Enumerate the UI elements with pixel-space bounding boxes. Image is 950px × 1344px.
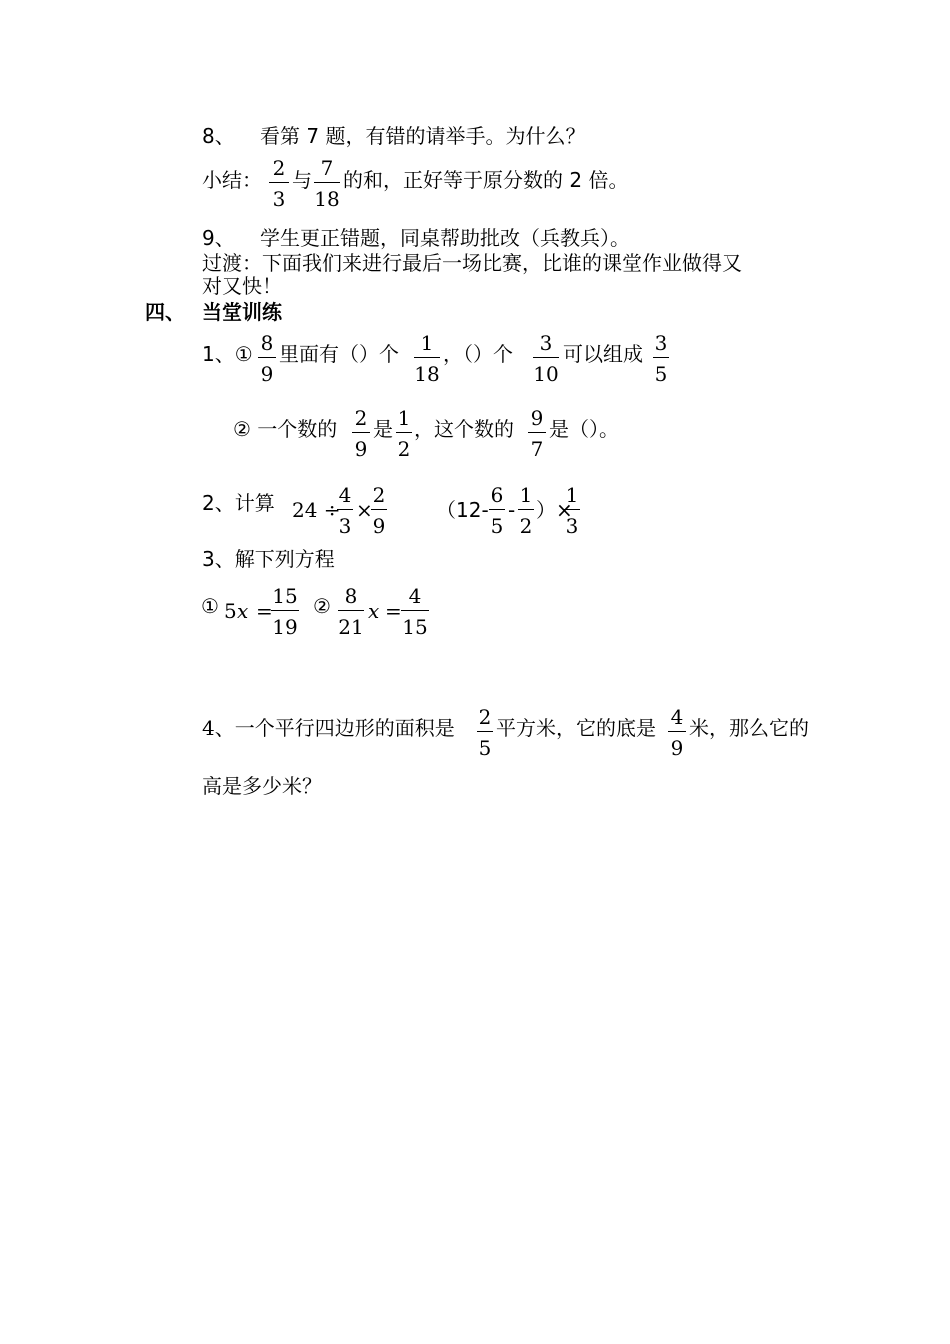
numerator: 6 bbox=[490, 483, 504, 507]
denominator: 21 bbox=[338, 615, 364, 639]
q1a-fraction-2 bbox=[413, 331, 441, 386]
numerator: 3 bbox=[539, 331, 553, 355]
q3-label: 3、解下列方程 bbox=[202, 547, 335, 571]
numerator: 3 bbox=[654, 331, 668, 355]
denominator: 18 bbox=[314, 187, 340, 211]
denominator: 10 bbox=[533, 362, 559, 386]
denominator: 5 bbox=[490, 514, 504, 538]
denominator: 3 bbox=[338, 514, 352, 538]
numerator: 2 bbox=[354, 406, 368, 430]
denominator: 18 bbox=[414, 362, 440, 386]
q4-text-2: 平方米，它的底是 bbox=[496, 716, 656, 740]
numerator: 7 bbox=[320, 156, 334, 180]
q2-expr2-fraction-2 bbox=[517, 483, 535, 538]
q1a-text-3: 可以组成 bbox=[563, 342, 643, 366]
summary-fraction-2 bbox=[313, 156, 341, 211]
numerator: 8 bbox=[344, 584, 358, 608]
numerator: 1 bbox=[519, 483, 533, 507]
numerator: 2 bbox=[478, 705, 492, 729]
q3-eq1-coefficient: 5 bbox=[224, 599, 237, 623]
q1b-fraction-3 bbox=[527, 406, 547, 461]
numerator: 4 bbox=[670, 705, 684, 729]
q3-eq1-variable: x bbox=[237, 599, 249, 623]
denominator: 3 bbox=[565, 514, 579, 538]
q3-eq1-equals: = bbox=[256, 599, 273, 623]
q2-expr2-fraction-1 bbox=[488, 483, 506, 538]
q2-label: 2、计算 bbox=[202, 491, 275, 515]
q2-expr1-start: 24 ÷ bbox=[292, 498, 341, 522]
item-9-text: 学生更正错题，同桌帮助批改（兵教兵）。 bbox=[260, 226, 630, 250]
denominator: 9 bbox=[670, 736, 684, 760]
numerator: 2 bbox=[372, 483, 386, 507]
q3-eq2-fraction-1 bbox=[337, 584, 365, 639]
numerator: 8 bbox=[260, 331, 274, 355]
item-8-number: 8、 bbox=[202, 124, 235, 148]
q1a-text-2: ，（）个 bbox=[443, 342, 513, 366]
summary-label: 小结： bbox=[202, 168, 262, 192]
numerator: 1 bbox=[565, 483, 579, 507]
q3-eq1-prefix: ① bbox=[201, 594, 219, 618]
q2-expr1-fraction-1 bbox=[336, 483, 354, 538]
q1b-fraction-1 bbox=[351, 406, 371, 461]
numerator: 1 bbox=[397, 406, 411, 430]
denominator: 7 bbox=[530, 437, 544, 461]
q1b-text-1: 是 bbox=[373, 417, 393, 441]
section-4-title: 当堂训练 bbox=[202, 300, 282, 324]
q2-expr1-operator: × bbox=[356, 498, 373, 522]
transition-line-2: 对又快！ bbox=[202, 274, 282, 298]
q1a-text-1: 里面有（）个 bbox=[279, 342, 399, 366]
q1a-fraction-4 bbox=[652, 331, 670, 386]
q3-eq2-fraction-2 bbox=[400, 584, 430, 639]
q1b-prefix: ② 一个数的 bbox=[233, 417, 338, 441]
q4-text-1: 4、一个平行四边形的面积是 bbox=[202, 716, 455, 740]
summary-joiner: 与 bbox=[292, 168, 312, 192]
q4-fraction-1 bbox=[476, 705, 494, 760]
q1a-prefix: 1、① bbox=[202, 342, 253, 366]
item-9-number: 9、 bbox=[202, 226, 235, 250]
numerator: 15 bbox=[272, 584, 298, 608]
denominator: 19 bbox=[272, 615, 298, 639]
q2-expr2-operator: - bbox=[508, 498, 516, 522]
q4-fraction-2 bbox=[667, 705, 687, 760]
transition-line-1: 过渡：下面我们来进行最后一场比赛，比谁的课堂作业做得又 bbox=[202, 251, 742, 275]
item-8-text: 看第 7 题，有错的请举手。为什么？ bbox=[260, 124, 586, 148]
q2-expr2-fraction-3 bbox=[563, 483, 581, 538]
numerator: 9 bbox=[530, 406, 544, 430]
q1b-tail: 是（）。 bbox=[549, 417, 619, 441]
numerator: 1 bbox=[420, 331, 434, 355]
q2-expr2-start: （12- bbox=[436, 498, 489, 522]
q1a-fraction-1 bbox=[257, 331, 277, 386]
denominator: 5 bbox=[478, 736, 492, 760]
q1b-fraction-2 bbox=[395, 406, 413, 461]
q3-eq2-variable: x bbox=[368, 599, 380, 623]
denominator: 2 bbox=[397, 437, 411, 461]
summary-tail: 的和，正好等于原分数的 2 倍。 bbox=[343, 168, 629, 192]
numerator: 4 bbox=[338, 483, 352, 507]
q4-text-3: 米，那么它的 bbox=[689, 716, 809, 740]
denominator: 9 bbox=[354, 437, 368, 461]
section-4-number: 四、 bbox=[145, 300, 185, 324]
summary-fraction-1 bbox=[268, 156, 290, 211]
q1b-text-2: ，这个数的 bbox=[414, 417, 514, 441]
q2-expr1-fraction-2 bbox=[370, 483, 388, 538]
denominator: 9 bbox=[372, 514, 386, 538]
denominator: 2 bbox=[519, 514, 533, 538]
q3-eq2-prefix: ② bbox=[313, 594, 331, 618]
denominator: 15 bbox=[402, 615, 428, 639]
q3-eq2-equals: = bbox=[385, 599, 402, 623]
q4-text-line-2: 高是多少米？ bbox=[202, 774, 322, 798]
q2-expr2-close: ）× bbox=[536, 498, 573, 522]
numerator: 2 bbox=[272, 156, 286, 180]
denominator: 3 bbox=[272, 187, 286, 211]
q3-eq1-fraction bbox=[270, 584, 300, 639]
numerator: 4 bbox=[408, 584, 422, 608]
denominator: 9 bbox=[260, 362, 274, 386]
q1a-fraction-3 bbox=[532, 331, 560, 386]
denominator: 5 bbox=[654, 362, 668, 386]
